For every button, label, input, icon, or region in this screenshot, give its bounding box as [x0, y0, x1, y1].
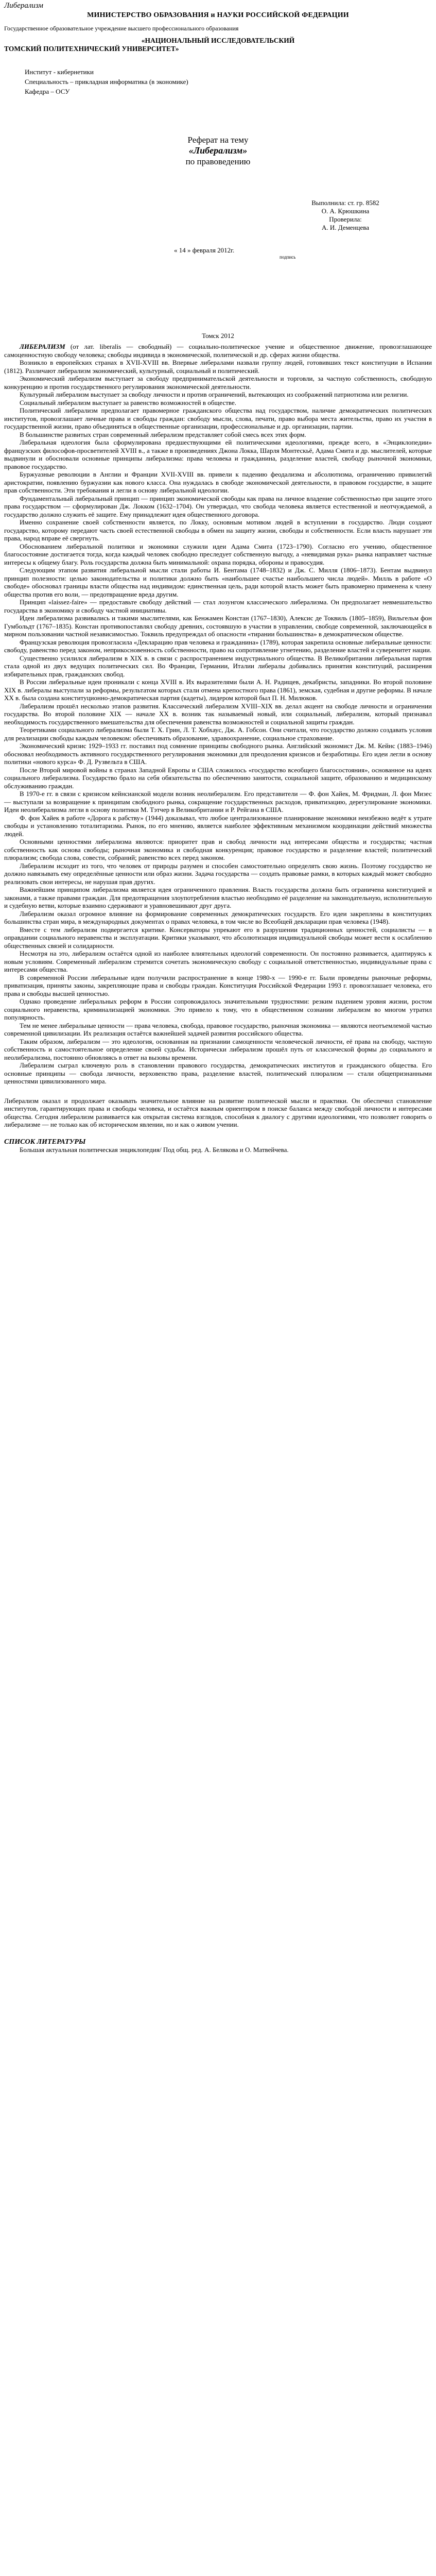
paragraph-text: Принцип «laissez-faire» — предоставьте свободу действий — стал лозунгом классического либерализма. Он предполагает невмешательство государства в экономику и свободу частной инициативы. [4, 598, 432, 614]
paragraph-text: Идеи либерализма развивались и такими мыслителями, как Бенжамен Констан (1767–1830), Алексис де Токвиль (1805–1859), Вильгельм фон Гумбольдт (1767–1835). Констан противопоставлял свободу древних, состоявшую в участии в управлении, свободе современной, заключающейся в мирном пользовании частной независимостью. Токвиль предупреждал об опасности «тирании большинства» в демократическом обществе. [4, 614, 432, 638]
signature-caption: подпись [280, 254, 296, 260]
paragraph-text: Основными ценностями либерализма являются: приоритет прав и свобод личности над интересами общества и государства; частная собственность как основа свободы; рыночная экономика и свободная конкуренция; правовое государство и разделение властей; политический плюрализм; свобода слова, совести, собраний; равенство всех перед законом. [4, 838, 432, 861]
body-paragraph [4, 950, 432, 974]
institute-line: Институт - кибернетики [25, 68, 94, 76]
body-paragraph [4, 886, 432, 910]
city-year: Томск 2012 [202, 331, 234, 340]
specialty-line: Специальность – прикладная информатика (в экономике) [25, 78, 188, 86]
body-paragraph [4, 438, 432, 470]
paragraph-text: Либеральная идеология была сформулирована предшествующими ей политическими идеологиями, прежде всего, в «Энциклопедии» французских философов-просветителей XVIII в., а также в произведениях Джона Локка, Шарля Монтескьё, Адама Смита и др. мыслителей, которые выдвинули и обосновали основные принципы либерализма: права человека и гражданина, разделение властей, свободу рыночной экономики, правовое государство. [4, 438, 432, 470]
body-paragraph [4, 399, 432, 407]
body-paragraph [4, 518, 432, 543]
literature-item: Большая актуальная политическая энциклопедия/ Под общ. ред. А. Белякова и О. Матвейчева. [20, 1146, 289, 1154]
paragraph-text: В большинстве развитых стран современный либерализм представляет собой смесь всех этих форм. [20, 430, 306, 438]
body-paragraph [4, 814, 432, 838]
paragraph-text: В России либеральные идеи проникали с конца XVIII в. Их выразителями были А. Н. Радищев, декабристы, западники. Во второй половине XIX в. либералы выступали за реформы, результатом которых стали отмена крепостного права (1861), земская, судебная и другие реформы. В начале XX в. была создана конституционно-демократическая партия (кадеты), лидером которой был П. Н. Милюков. [4, 678, 432, 702]
author-name: О. А. Крюшкина [321, 207, 370, 215]
body-paragraph [4, 543, 432, 567]
paragraph-text: В 1970-е гг. в связи с кризисом кейнсианской модели возник неолиберализм. Его представители — Ф. фон Хайек, М. Фридман, Л. фон Мизес — выступали за возвращение к принципам свободного рынка, сокращение государственных расходов, приватизацию, дерегулирование экономики. Идеи неолиберализма легли в основу политики М. Тэтчер в Великобритании и Р. Рейгана в США. [4, 790, 432, 814]
paragraph-text: Либерализм прошёл несколько этапов развития. Классический либерализм XVIII–XIX вв. делал акцент на свободе личности и ограничении государства. Во второй половине XIX — начале XX в. возник так называемый новый, или социальный, либерализм, который признавал необходимость государственного вмешательства для обеспечения равенства возможностей и социальной защиты граждан. [4, 702, 432, 726]
body-text [4, 343, 432, 1086]
body-paragraph [4, 838, 432, 862]
paragraph-text: Таким образом, либерализм — это идеология, основанная на признании самоценности человеческой личности, её права на свободу, частную собственность и самостоятельное определение своей судьбы. Исторически либерализм прошёл путь от классической формы до социального и неолиберализма, постоянно обновляясь в ответ на вызовы времени. [4, 1037, 432, 1061]
paragraph-text: Именно сохранение своей собственности является, по Локку, основным мотивом людей в вступлении в государство. Люди создают государство, которому передают часть своей естественной свободы в обмен на защиту жизни, свободы и собственности. Если власть нарушает эти права, народ вправе её свергнуть. [4, 518, 432, 542]
paragraph-text: Экономический кризис 1929–1933 гг. поставил под сомнение принципы свободного рынка. Английский экономист Дж. М. Кейнс (1883–1946) обосновал необходимость активного государственного регулирования экономики для преодоления кризисов и безработицы. Его идеи легли в основу политики «нового курса» Ф. Д. Рузвельта в США. [4, 742, 432, 766]
document-page [0, 1, 436, 1154]
body-paragraph [4, 566, 432, 598]
body-paragraph [4, 406, 432, 431]
university-name: ТОМСКИЙ ПОЛИТЕХНИЧЕСКИЙ УНИВЕРСИТЕТ» [4, 44, 179, 53]
signature-block [273, 199, 417, 232]
body-paragraph [4, 974, 432, 998]
paragraph-text: Либерализм оказал огромное влияние на формирование современных демократических государств. Его идеи закреплены в конституциях большинства стран мира, в международных документах о правах человека, в том числе во Всеобщей декларации прав человека (1948). [4, 909, 432, 925]
paragraph-text: (от лат. liberalis — свободный) — социально-политическое учение и общественное движение, провозглашающее самоценностную свободу человека; свободы индивида в экономической, политической и др. сферах жизни общества. [4, 343, 432, 359]
paragraph-text: Французская революция провозгласила «Декларацию прав человека и гражданина» (1789), которая закрепила основные либеральные ценности: свободу, равенство перед законом, неприкосновенность собственности, право на сопротивление угнетению, разделение властей и суверенитет нации. [4, 638, 432, 654]
body-paragraph [4, 391, 432, 399]
paragraph-text: Возникло в европейских странах в XVII-XVIII вв. Впервые либералами назвали группу людей, готовивших текст конституции в Испании (1812). Различают либерализм экономический, культурный, социальный и политический. [4, 359, 432, 375]
body-paragraph [4, 742, 432, 766]
paragraph-text: Социальный либерализм выступает за равенство возможностей в обществе. [20, 398, 236, 406]
body-paragraph [4, 1061, 432, 1086]
checked-by-line: Проверила: [329, 215, 362, 223]
paragraph-text: Обоснованием либеральной политики и экономики служили идеи Адама Смита (1723–1790). Согласно его учению, общественное благосостояние достигается тогда, когда каждый человек свободно преследует собственную выгоду, а «невидимая рука» рынка направляет частные интересы к общему благу. Роль государства должна быть минимальной: охрана порядка, обороны и правосудия. [4, 542, 432, 566]
paragraph-text: Экономический либерализм выступает за свободу предпринимательской деятельности и торговли, за частную собственность, свободную конкуренцию и против государственного регулирования экономической деятельности. [4, 375, 432, 391]
paragraph-text: После Второй мировой войны в странах Западной Европы и США сложилось «государство всеобщего благосостояния», основанное на идеях социального либерализма. Государство брало на себя обязательства по обеспечению занятости, социальной защите, образованию и медицинскому обслуживанию граждан. [4, 766, 432, 790]
body-paragraph [4, 790, 432, 814]
body-paragraph [4, 1038, 432, 1062]
body-paragraph [4, 702, 432, 726]
body-paragraph [4, 997, 432, 1022]
body-paragraph [4, 359, 432, 375]
referat-topic: «Либерализм» [188, 145, 248, 156]
department-line: Кафедра – ОСУ [25, 88, 70, 95]
paragraph-text: Вместе с тем либерализм подвергается критике. Консерваторы упрекают его в разрушении традиционных ценностей, социалисты — в оправдании социального неравенства и эксплуатации. Критики указывают, что абсолютизация индивидуальной свободы может вести к ослаблению общественных связей и солидарности. [4, 925, 432, 950]
paragraph-text: В современной России либеральные идеи получили распространение в конце 1980-х — 1990-е гг. Были проведены рыночные реформы, приватизация, приняты законы, закрепляющие права и свободы граждан. Конституция Российской Федерации 1993 г. провозглашает человека, его права и свободы высшей ценностью. [4, 973, 432, 997]
checker-name: А. И. Деменцева [322, 224, 369, 231]
body-paragraph [4, 375, 432, 391]
paragraph-text: Политический либерализм предполагает правомерное гражданского общества над государством, наличие демократических политических институтов, провозглашает личные права и свободы граждан: свободу мысли, слова, печати, право выбора места жительства, право их участия в государственной жизни, право объединяться в общественные организации, профессиональные и др. организации, партии. [4, 406, 432, 430]
institution-subtitle: Государственное образовательное учреждение высшего профессионального образования [4, 24, 239, 32]
body-paragraph [4, 470, 432, 495]
date-text: « 14 » февраля 2012г. [174, 246, 235, 254]
lead-term: ЛИБЕРАЛИЗМ [20, 343, 65, 350]
date-line [174, 246, 432, 260]
paragraph-text: Однако проведение либеральных реформ в России сопровождалось значительными трудностями: резким падением уровня жизни, ростом социального неравенства, криминализацией экономики. Это привело к тому, что в общественном сознании либерализм во многом утратил популярность. [4, 997, 432, 1021]
paragraph-text: Ф. фон Хайек в работе «Дорога к рабству» (1944) доказывал, что любое централизованное планирование экономики неизбежно ведёт к утрате свободы и установлению тоталитаризма. Рынок, по его мнению, является наиболее эффективным механизмом координации действий множества людей. [4, 814, 432, 838]
done-by-line: Выполнила: ст. гр. 8582 [311, 199, 379, 207]
literature-heading: СПИСОК ЛИТЕРАТУРЫ [4, 1138, 86, 1146]
paragraph-text: Культурный либерализм выступает за свободу личности и против ограничений, вытекающих из соображений патриотизма или религии. [20, 391, 409, 398]
literature-list [4, 1146, 432, 1154]
paragraph-text: Фундаментальный либеральный принцип — принцип экономической свободы как права на личное владение собственностью при защите этого права государством — сформулирован Дж. Локком (1632–1704). Он утверждал, что свобода человека является естественной и неотчуждаемой, а государство должно служить её защите. Ему принадлежит идея общественного договора. [4, 494, 432, 518]
body-paragraph [4, 495, 432, 519]
body-paragraph [4, 678, 432, 702]
body-paragraph [4, 431, 432, 439]
national-university-line: «НАЦИОНАЛЬНЫЙ ИССЛЕДОВАТЕЛЬСКИЙ [141, 37, 295, 44]
paragraph-text: Несмотря на это, либерализм остаётся одной из наиболее влиятельных идеологий современности. Он постоянно развивается, адаптируясь к новым условиям. Современный либерализм стремится сочетать экономическую свободу с социальной ответственностью, индивидуальные права с интересами общества. [4, 950, 432, 973]
paragraph-text: Важнейшим принципом либерализма является идея ограниченного правления. Власть государства должна быть ограничена конституцией и законами, а также правами граждан. Для предотвращения злоупотребления властью необходимо её разделение на законодательную, исполнительную и судебную ветви, которые взаимно сдерживают и уравновешивают друг друга. [4, 886, 432, 909]
body-paragraph [4, 598, 432, 614]
body-paragraph [4, 1022, 432, 1038]
body-paragraph [4, 926, 432, 950]
ministry-heading: МИНИСТЕРСТВО ОБРАЗОВАНИЯ и НАУКИ РОССИЙСКОЙ ФЕДЕРАЦИИ [87, 11, 349, 19]
meta-block [25, 67, 432, 96]
paragraph-text: Тем не менее либеральные ценности — права человека, свобода, правовое государство, рыночная экономика — являются неотъемлемой частью современной цивилизации. Их реализация остаётся важнейшей задачей развития российского общества. [4, 1021, 432, 1037]
body-paragraph [4, 910, 432, 926]
conclusion-paragraph: Либерализм оказал и продолжает оказывать значительное влияние на развитие политической мысли и практики. Он обеспечил становление институтов, гарантирующих права и свободы человека, и остаётся важным ориентиром в поиске баланса между свободой личности и интересами общества. Сегодня либерализм развивается как открытая система взглядов, способная к диалогу с другими идеологиями, что позволяет говорить о либерализме — не только как об историческом явлении, но и как о живом учении. [4, 1096, 432, 1128]
paragraph-text: Существенно усилился либерализм в XIX в. в связи с распространением индустриального общества. В Великобритании либеральная партия стала одной из двух ведущих политических сил. Во Франции, Германии, Италии либералы добивались принятия конституций, расширения избирательных прав, гражданских свобод. [4, 654, 432, 678]
paragraph-text: Буржуазные революции в Англии и Франции XVII-XVIII вв. привели к падению феодализма и абсолютизма, ограничению привилегий аристократии, появлению буржуазии как нового класса. Она нуждалась в свободе экономической деятельности, в правовом государстве, в защите прав собственности. Эти требования и легли в основу либеральной идеологии. [4, 470, 432, 494]
referat-subject: по правоведению [185, 157, 251, 166]
referat-line: Реферат на тему [187, 135, 249, 145]
paragraph-text: Следующим этапом развития либеральной мысли стали работы И. Бентама (1748–1832) и Дж. С. Милля (1806–1873). Бентам выдвинул принцип полезности: целью законодательства и политики должно быть «наибольшее счастье наибольшего числа людей». Милль в работе «О свободе» обосновал границы власти общества над индивидом: единственная цель, ради которой власть может быть правомерно применена к члену общества против его воли, — предотвращение вреда другим. [4, 566, 432, 598]
body-paragraph [4, 654, 432, 679]
paragraph-text: Теоретиками социального либерализма были Т. Х. Грин, Л. Т. Хобхаус, Дж. А. Гобсон. Они считали, что государство должно создавать условия для реализации свободы каждым человеком: обеспечивать образование, здравоохранение, социальное страхование. [4, 726, 432, 742]
body-paragraph [4, 766, 432, 790]
page-title: Либерализм [4, 2, 43, 10]
body-paragraph [4, 614, 432, 638]
body-paragraph [4, 726, 432, 742]
body-paragraph [4, 638, 432, 654]
body-paragraph [4, 343, 432, 359]
paragraph-text: Либерализм исходит из того, что человек от природы разумен и способен самостоятельно определять свою жизнь. Поэтому государство не должно навязывать ему определённые ценности или образ жизни. Задача государства — создать правовые рамки, в которых каждый может свободно реализовать свои интересы, не нарушая прав других. [4, 861, 432, 886]
paragraph-text: Либерализм сыграл ключевую роль в становлении правового государства, демократических институтов и гражданского общества. Его основные принципы — свобода личности, верховенство права, разделение властей, политический плюрализм — стали общепризнанными ценностями цивилизованного мира. [4, 1061, 432, 1085]
body-paragraph [4, 862, 432, 886]
referat-title-block [4, 134, 432, 167]
